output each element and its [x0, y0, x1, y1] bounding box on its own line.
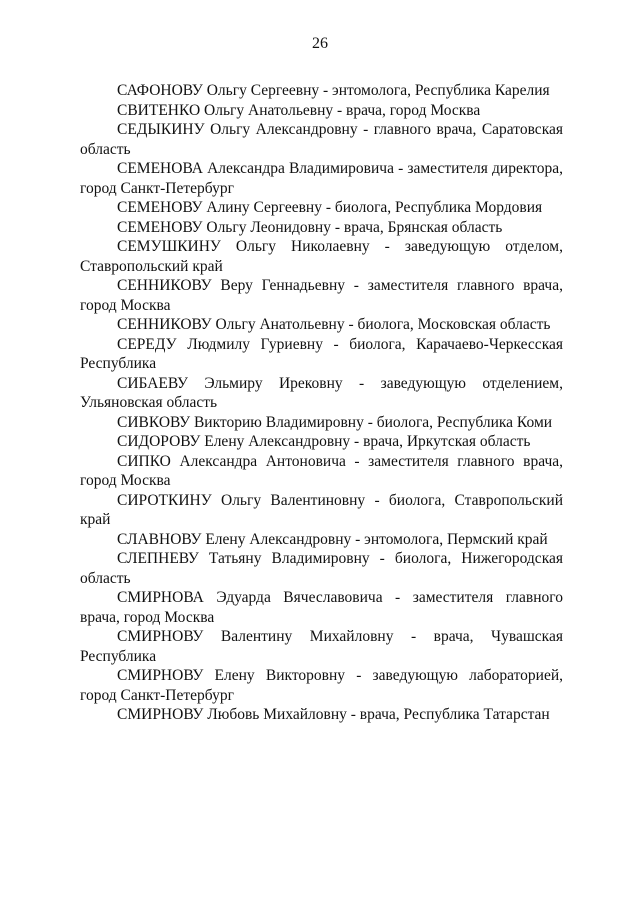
- page-number: 26: [312, 35, 328, 52]
- list-item: СЕДЫКИНУ Ольгу Александровну - главного врача, Саратовская область: [80, 121, 563, 158]
- list-item: СМИРНОВУ Елену Викторовну - заведующую лабораторией, город Санкт-Петербург: [80, 667, 563, 704]
- list-item: СМИРНОВА Эдуарда Вячеславовича - заместителя главного врача, город Москва: [80, 589, 563, 626]
- list-item: СИБАЕВУ Эльмиру Ирековну - заведующую отделением, Ульяновская область: [80, 374, 563, 411]
- list-item: СЕМУШКИНУ Ольгу Николаевну - заведующую отделом, Ставропольский край: [80, 238, 563, 275]
- list-item: СЛАВНОВУ Елену Александровну - энтомолога, Пермский край: [117, 530, 548, 548]
- list-item: СИРОТКИНУ Ольгу Валентиновну - биолога, Ставропольский край: [80, 491, 563, 528]
- list-item: СЕМЕНОВУ Алину Сергеевну - биолога, Республика Мордовия: [117, 199, 543, 216]
- list-item: СИВКОВУ Викторию Владимировну - биолога, Республика Коми: [117, 413, 553, 431]
- list-item: СЕМЕНОВА Александра Владимировича - заместителя директора, город Санкт-Петербург: [80, 160, 563, 197]
- list-item: СВИТЕНКО Ольгу Анатольевну - врача, город Москва: [117, 101, 481, 119]
- list-item: СЕМЕНОВУ Ольгу Леонидовну - врача, Брянская область: [117, 218, 503, 236]
- list-item: САФОНОВУ Ольгу Сергеевну - энтомолога, Республика Карелия: [117, 82, 550, 99]
- list-item: СИДОРОВУ Елену Александровну - врача, Иркутская область: [117, 433, 531, 450]
- list-item: СМИРНОВУ Любовь Михайловну - врача, Республика Татарстан: [117, 706, 550, 723]
- list-item: СЕННИКОВУ Веру Геннадьевну - заместителя главного врача, город Москва: [80, 277, 563, 314]
- list-item: СЕННИКОВУ Ольгу Анатольевну - биолога, Московская область: [117, 316, 551, 333]
- list-item: СЛЕПНЕВУ Татьяну Владимировну - биолога, Нижегородская область: [80, 550, 563, 587]
- list-item: СИПКО Александра Антоновича - заместителя главного врача, город Москва: [80, 452, 563, 489]
- list-item: СМИРНОВУ Валентину Михайловну - врача, Чувашская Республика: [80, 628, 563, 665]
- list-item: СЕРЕДУ Людмилу Гуриевну - биолога, Карачаево-Черкесская Республика: [80, 335, 563, 372]
- entry-list: [80, 81, 563, 725]
